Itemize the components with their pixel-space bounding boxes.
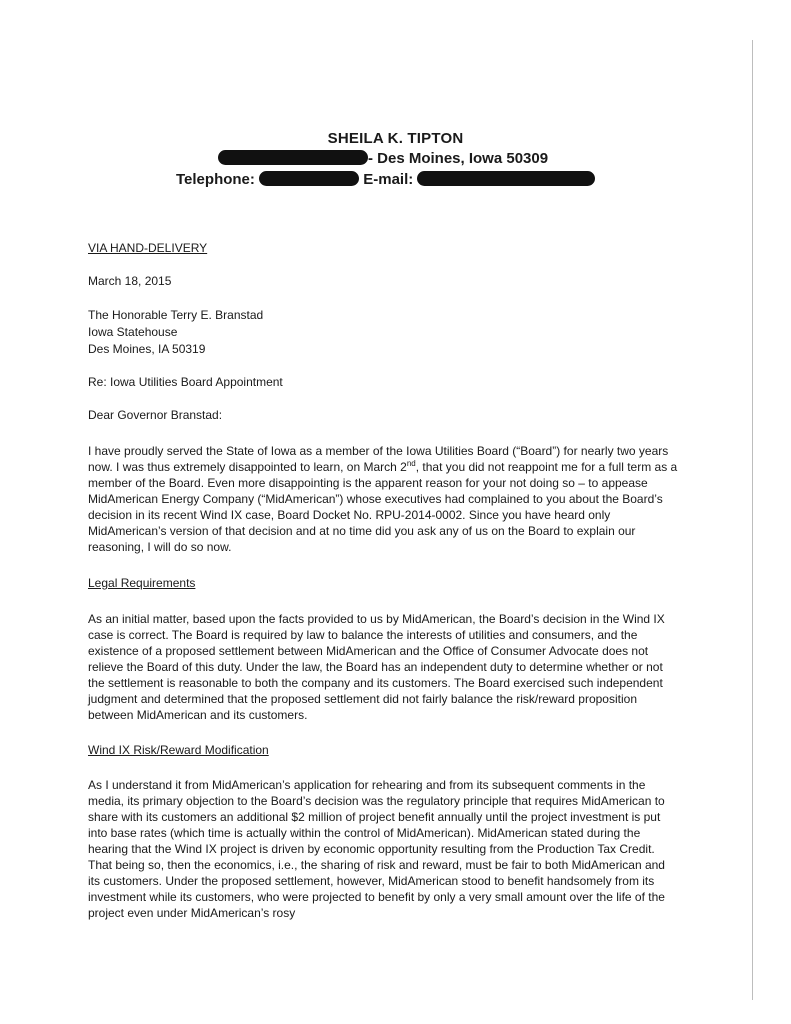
intro-part-2: , that you did not reappoint me for a full term as a member of the Board. Even more disappointing is the apparent reason for your not doing so – to appease MidAmerican Energy Company (“MidAmerican”) whose executives had complained to you about the Board’s decision in its recent Wind IX case, Board Docket No. RPU-2014-0002. Since you have heard only MidAmerican’s version of that decision and at no time did you ask any of us on the Board to explain our reasoning, I will do so now. [88,460,678,554]
address-line [218,150,548,167]
address-city: - Des Moines, Iowa 50309 [368,150,549,167]
redacted-email [417,171,595,186]
telephone-label: Telephone: [176,171,255,188]
intro-superscript: nd [406,459,416,468]
intro-paragraph [88,443,678,555]
delivery-method: VIA HAND-DELIVERY [88,241,208,255]
wind-paragraph: As I understand it from MidAmerican’s application for rehearing and from its subsequent comments in the media, its primary objection to the Board’s decision was the regulatory principle that requires MidAmerican to share with its customers an additional $2 million of project benefit annually until the project investment is put into base rates (which time is actually within the control of MidAmerican). MidAmerican stated during the hearing that the Wind IX project is driven by economic opportunity resulting from the Production Tax Credit. That being so, then the economics, i.e., the sharing of risk and reward, must be fair to both MidAmerican and its customers. Under the proposed settlement, however, MidAmerican stood to benefit handsomely from its investment while its customers, who were projected to benefit by only a very small amount over the life of the project even under MidAmerican’s rosy [88,778,665,920]
redacted-telephone [259,171,359,186]
email-label: E-mail: [363,171,414,188]
salutation: Dear Governor Branstad: [88,408,223,422]
recipient-line-3: Des Moines, IA 50319 [88,342,206,356]
letter-date: March 18, 2015 [88,274,172,288]
contact-line [176,171,595,188]
recipient-address [88,307,263,357]
section-heading-legal: Legal Requirements [88,576,196,590]
subject-line: Re: Iowa Utilities Board Appointment [88,375,283,389]
intro-part-1: I have proudly served the State of Iowa as a member of the Iowa Utilities Board (“Board”) for nearly two years now. I was thus extremely disappointed to learn, on March 2 [88,444,669,474]
recipient-line-2: Iowa Statehouse [88,325,178,339]
page-edge-line [752,40,753,1000]
sender-name: SHEILA K. TIPTON [327,130,464,147]
section-heading-wind: Wind IX Risk/Reward Modification [88,743,269,757]
legal-paragraph: As an initial matter, based upon the facts provided to us by MidAmerican, the Board’s decision in the Wind IX case is correct. The Board is required by law to balance the interests of utilities and consumers, and the existence of a proposed settlement between MidAmerican and the Office of Consumer Advocate does not relieve the Board of this duty. Under the law, the Board has an independent duty to determine whether or not the settlement is reasonable to both the company and its customers. The Board exercised such independent judgment and determined that the proposed settlement did not fairly balance the risk/reward proposition between MidAmerican and its customers. [88,612,665,722]
recipient-line-1: The Honorable Terry E. Branstad [88,308,264,322]
redacted-street-address [218,150,368,165]
